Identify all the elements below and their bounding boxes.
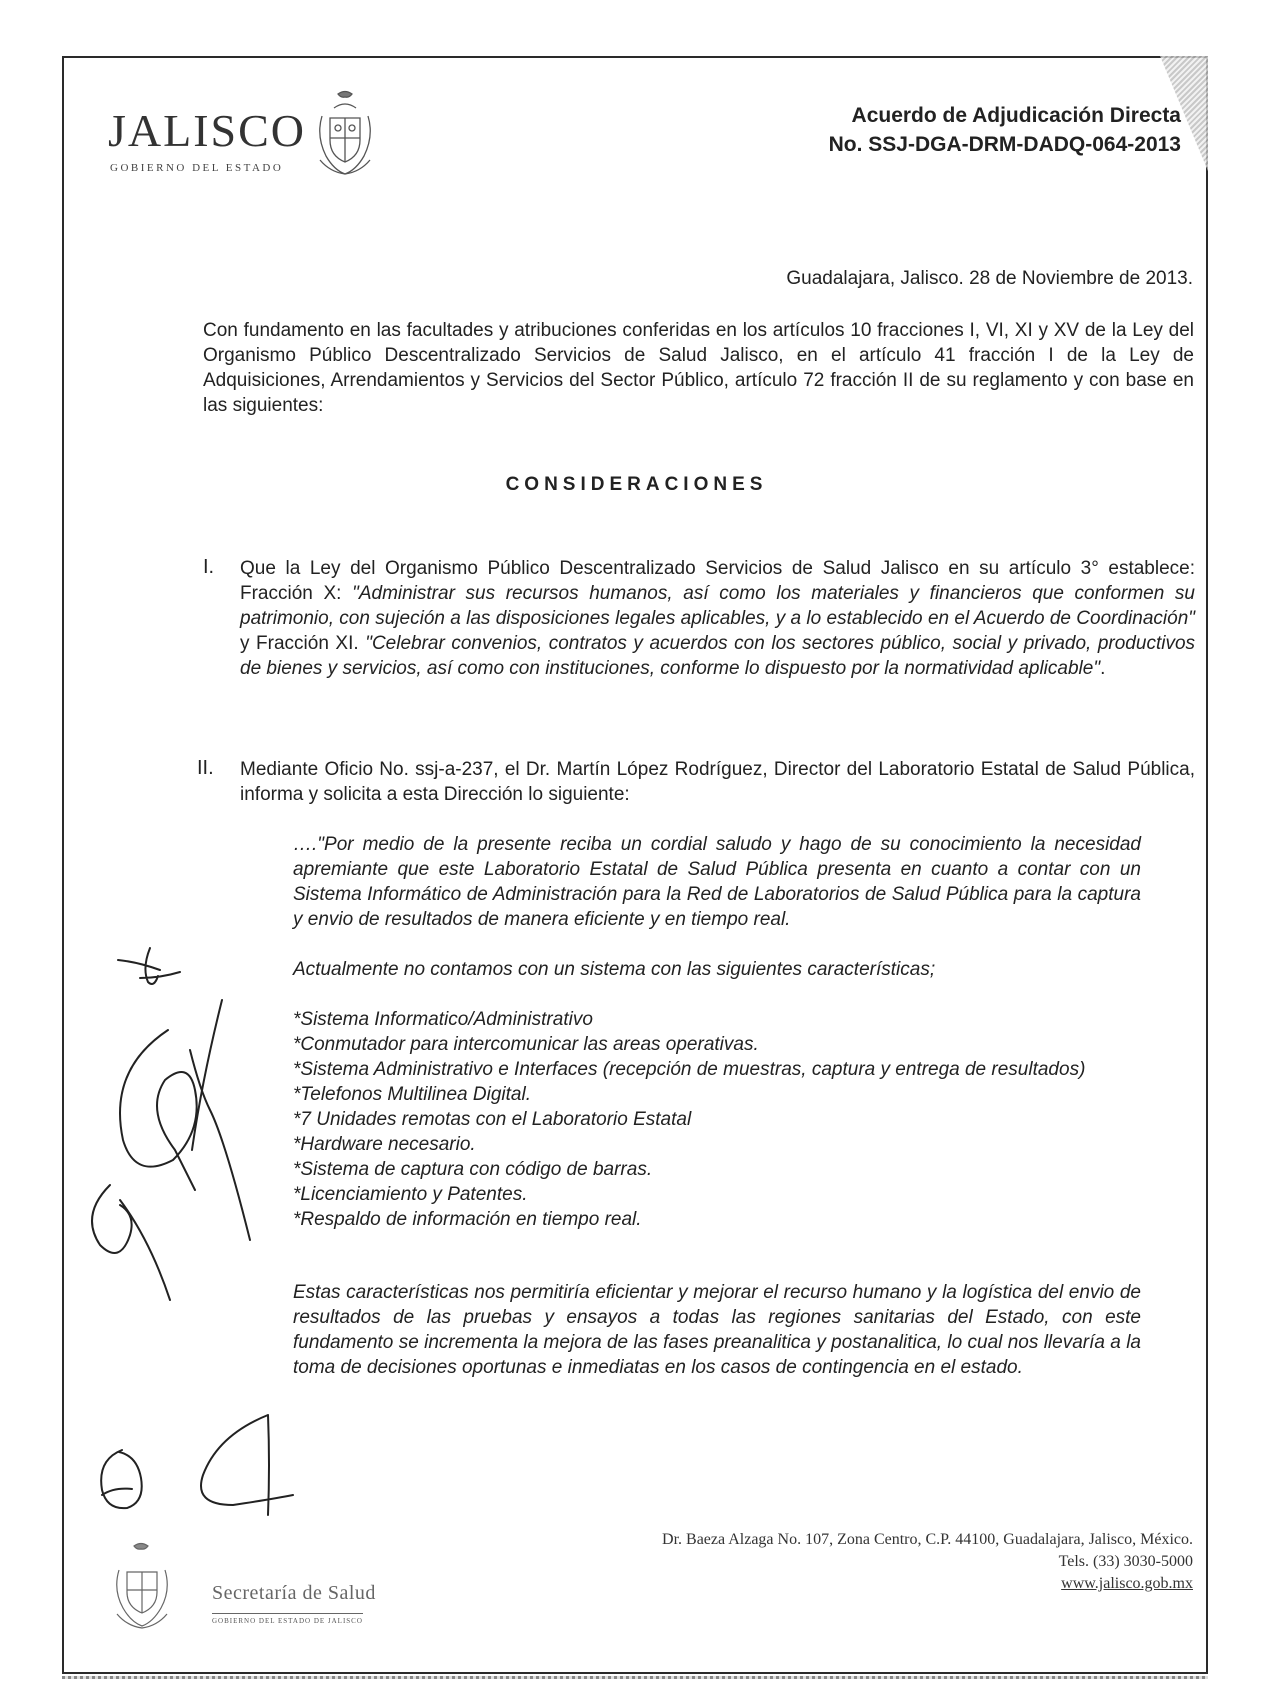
footer-coat-of-arms-icon (112, 1540, 172, 1635)
footer-agency-subtitle: GOBIERNO DEL ESTADO DE JALISCO (212, 1613, 363, 1625)
footer-agency-name: Secretaría de Salud (212, 1582, 376, 1604)
footer-address: Dr. Baeza Alzaga No. 107, Zona Centro, C.P. 44100, Guadalajara, Jalisco, México. (662, 1531, 1193, 1548)
feature-item: *Sistema Informatico/Administrativo (293, 1009, 593, 1030)
closing-paragraph: Estas características nos permitiría eficientar y mejorar el recurso humano y la logística del envio de resultados de las pruebas y ensayos a todas las regiones sanitarias del Estado, con este fundamento se incrementa la mejora de las fases preanalitica y postanalitica, lo cual nos llevaría a la toma de decisiones oportunas e inmediatas en los casos de contingencia en el estado. (293, 1282, 1141, 1378)
page-border-shadow (62, 1676, 1208, 1679)
feature-item: *Sistema Administrativo e Interfaces (recepción de muestras, captura y entrega de resultados) (293, 1059, 1086, 1080)
coat-of-arms-icon (312, 88, 378, 183)
no-system-statement: Actualmente no contamos con un sistema con las siguientes características; (293, 959, 936, 980)
logo-subtitle: GOBIERNO DEL ESTADO (110, 162, 284, 174)
footer-phone: Tels. (33) 3030-5000 (1058, 1553, 1193, 1570)
item-2-paragraph: Mediante Oficio No. ssj-a-237, el Dr. Martín López Rodríguez, Director del Laboratorio Estatal de Salud Pública, informa y solicita a esta Dirección lo siguiente: (240, 759, 1195, 805)
features-list (293, 1007, 1141, 1232)
footer-address-block (662, 1529, 1193, 1595)
logo-word: JALISCO (108, 105, 307, 156)
feature-item: *Conmutador para intercomunicar las areas operativas. (293, 1034, 759, 1055)
item-1-quote-b: "Celebrar convenios, contratos y acuerdos con los sectores público, social y privado, productivos de bienes y servicios, así como con instituciones, conforme lo dispuesto por la normatividad aplicable" (240, 633, 1196, 679)
feature-item: *Licenciamiento y Patentes. (293, 1184, 528, 1205)
quoted-request: …."Por medio de la presente reciba un cordial saludo y hago de su conocimiento la necesidad apremiante que este Laboratorio Estatal de Salud Pública presenta en cuanto a contar con un Sistema Informático de Administración para la Red de Laboratorios de Salud Pública para la captura y envio de resultados de manera eficiente y en tiempo real. (293, 834, 1141, 930)
footer-website-link[interactable]: www.jalisco.gob.mx (1061, 1575, 1193, 1592)
place-date: Guadalajara, Jalisco. 28 de Noviembre de 2013. (786, 268, 1193, 289)
item-2-number: II. (197, 757, 214, 779)
item-1-text-a: Que la Ley del Organismo Público Descentralizado Servicios de Salud Jalisco en su artículo 3° establece: Fracción X: (240, 558, 1195, 604)
document-title-line1: Acuerdo de Adjudicación Directa (851, 104, 1181, 127)
document-title (829, 101, 1181, 159)
feature-item: *Hardware necesario. (293, 1134, 476, 1155)
intro-paragraph: Con fundamento en las facultades y atribuciones conferidas en los artículos 10 fracciones I, VI, XI y XV de la Ley del Organismo Público Descentralizado Servicios de Salud Jalisco, en el artículo 41 fracción I de la Ley de Adquisiciones, Arrendamientos y Servicios del Sector Público, artículo 72 fracción II de su reglamento y con base en las siguientes: (203, 320, 1194, 416)
item-1-quote-a: "Administrar sus recursos humanos, así como los materiales y financieros que conformen su patrimonio, con sujeción a las disposiciones legales aplicables, y a lo establecido en el Acuerdo de Coordinación" (240, 583, 1195, 629)
feature-item: *Respaldo de información en tiempo real. (293, 1209, 642, 1230)
secretaria-salud-logo (112, 1540, 402, 1640)
feature-item: *7 Unidades remotas con el Laboratorio Estatal (293, 1109, 692, 1130)
item-1-number: I. (203, 556, 215, 578)
item-1-text-b: y Fracción XI. (240, 633, 366, 654)
feature-item: *Sistema de captura con código de barras. (293, 1159, 653, 1180)
item-1-paragraph (240, 556, 1195, 681)
item-1-text-c: . (1100, 658, 1106, 679)
feature-item: *Telefonos Multilinea Digital. (293, 1084, 531, 1105)
document-number: No. SSJ-DGA-DRM-DADQ-064-2013 (828, 133, 1181, 156)
section-heading: CONSIDERACIONES (505, 474, 768, 495)
